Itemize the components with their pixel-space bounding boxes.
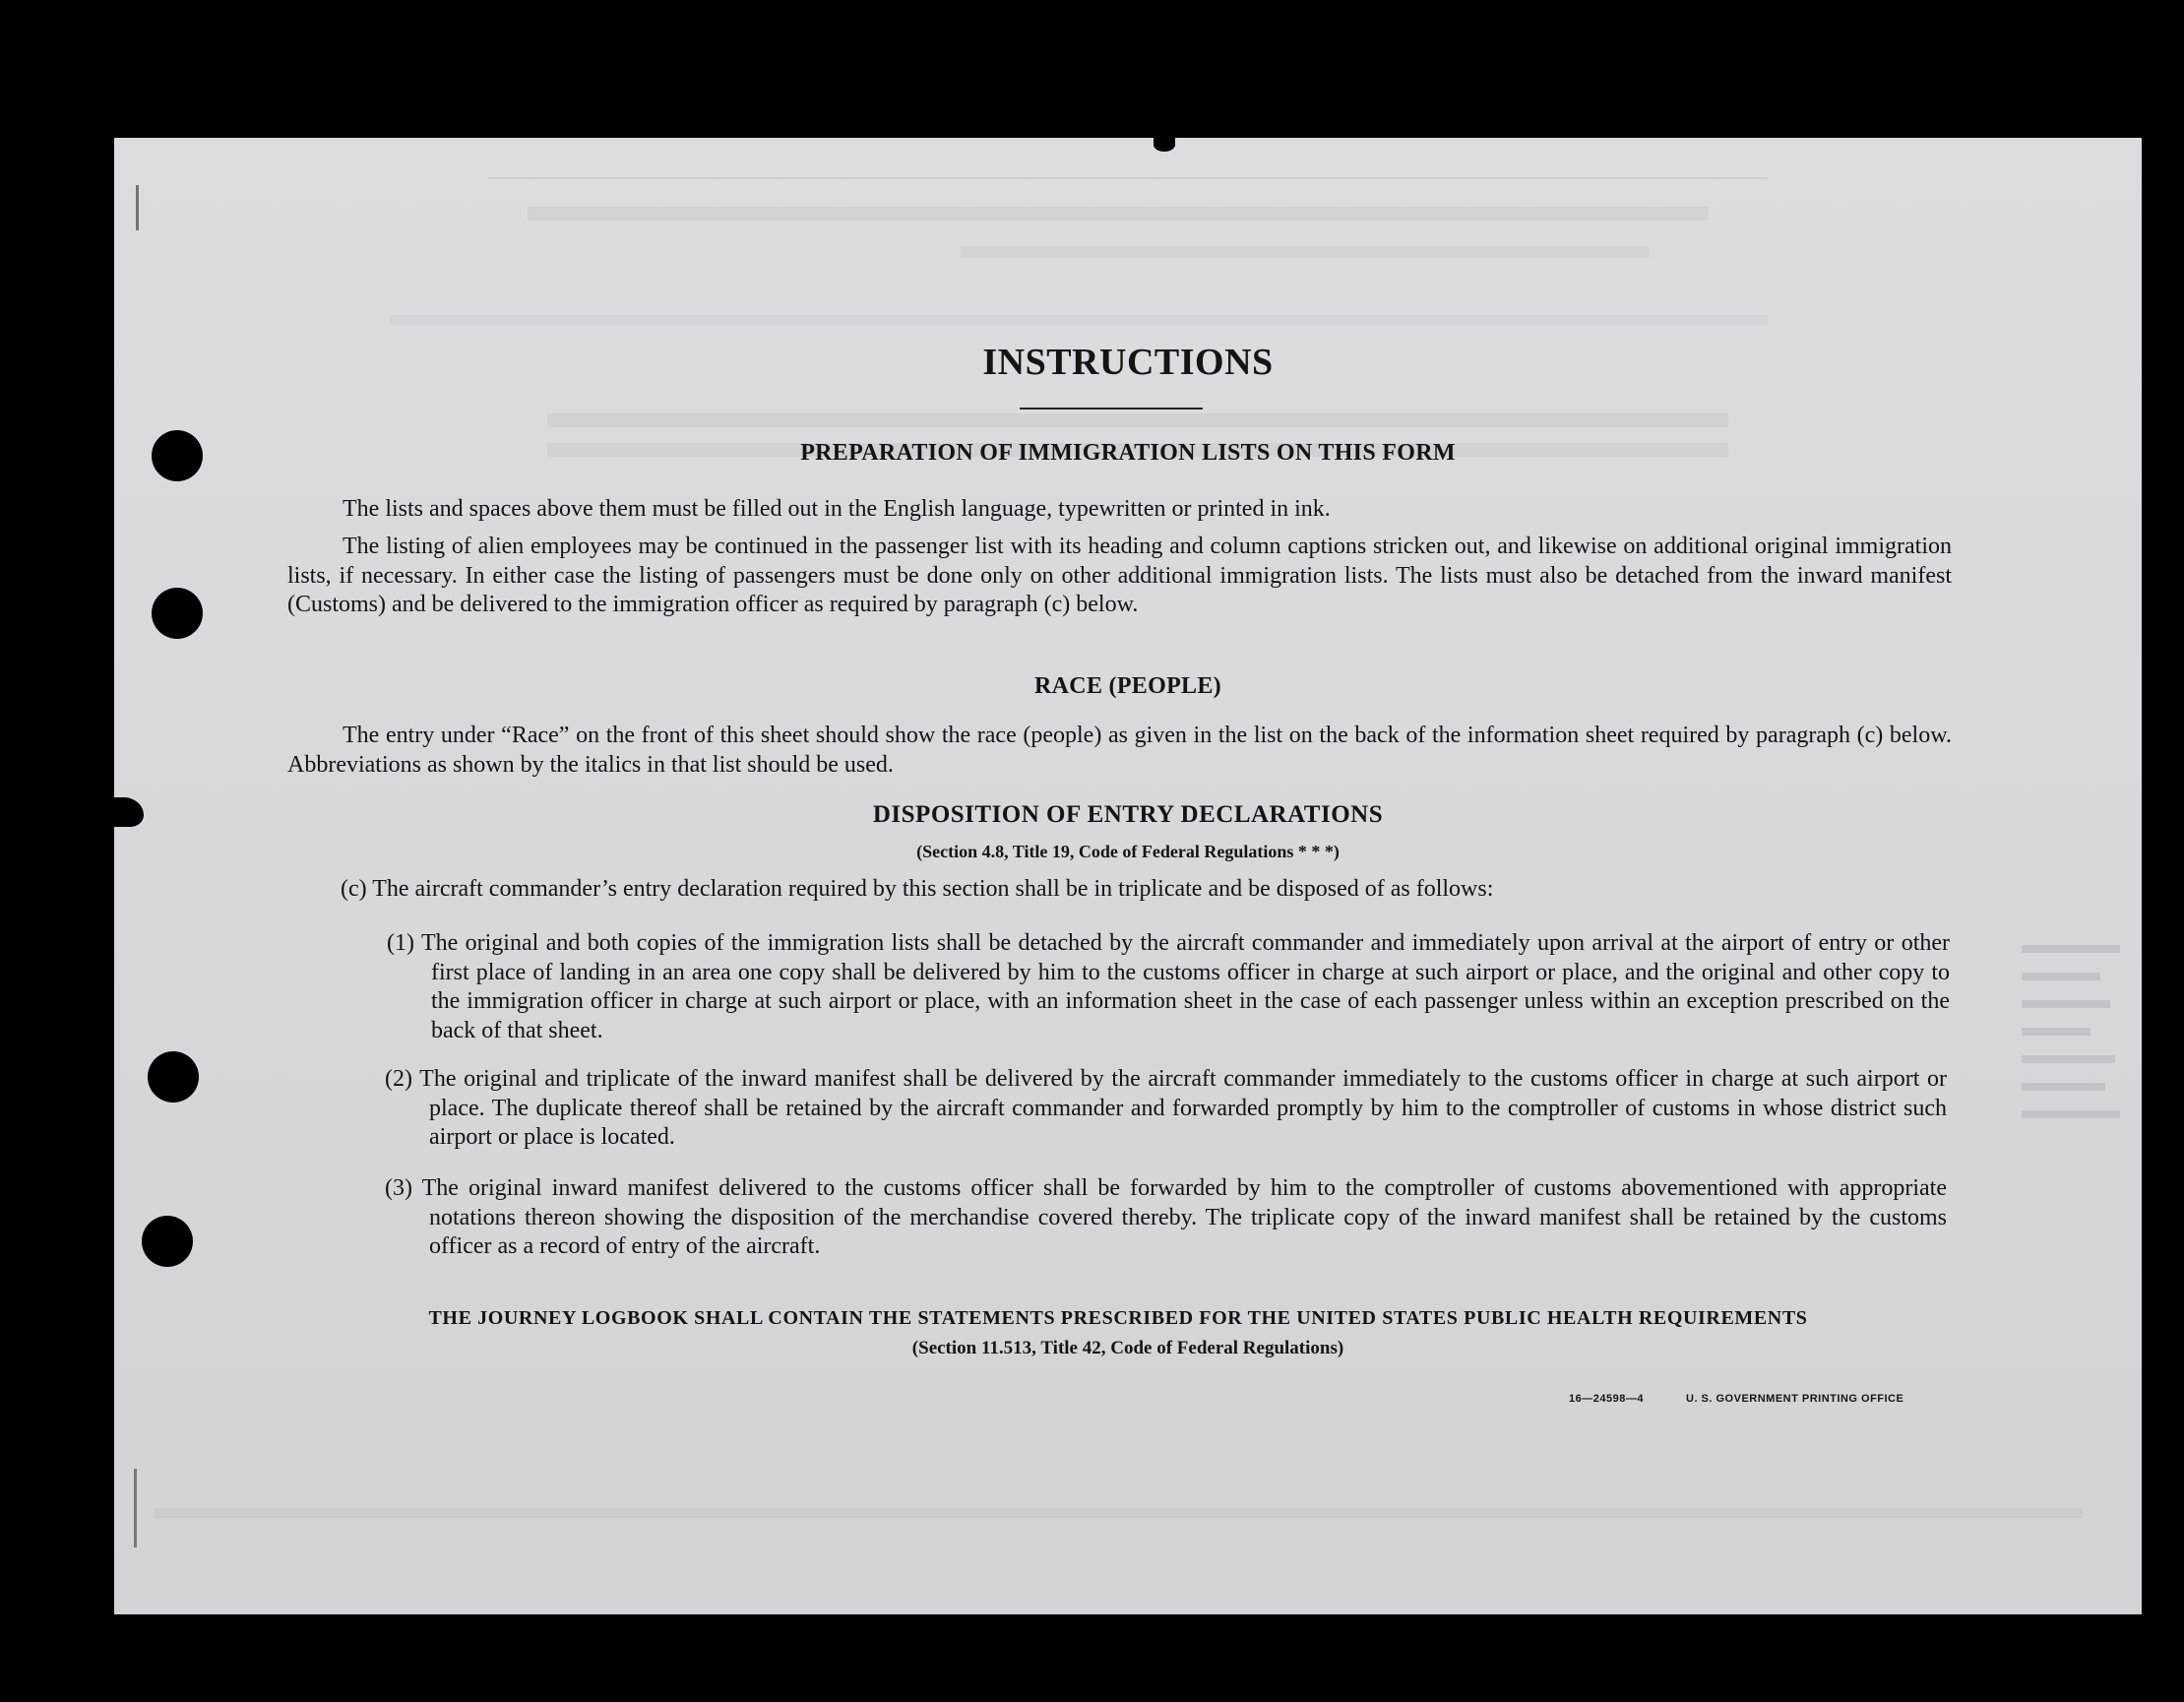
disposition-item-3: (3) The original inward manifest delivered to the customs officer shall be forwarded by him to the comptroller of customs abovementioned with appropriate notations thereon showing the disposition of the merchandise covered thereby. The triplicate copy of the inward manifest shall be retained by the customs officer as a record of entry of the aircraft. — [385, 1175, 1947, 1259]
logbook-statement: THE JOURNEY LOGBOOK SHALL CONTAIN THE STATEMENTS PRESCRIBED FOR THE UNITED STATES PUBLIC HEALTH REQUIREMENTS — [428, 1307, 1808, 1329]
form-number: 16—24598—4 — [1569, 1393, 1644, 1405]
margin-tick — [134, 1469, 137, 1547]
disposition-intro: (c) The aircraft commander’s entry declaration required by this section shall be in triplicate and be disposed of as follows: — [341, 876, 1494, 902]
disposition-citation: (Section 4.8, Title 19, Code of Federal Regulations * * *) — [916, 842, 1340, 861]
punch-hole — [142, 1216, 193, 1267]
disposition-item-2: (2) The original and triplicate of the inward manifest shall be delivered by the aircraft commander immediately to the customs officer in charge at such airport or place. The duplicate thereof shall be retained by the aircraft commander and forwarded promptly by him to the comptroller of customs in whose district such airport or place is located. — [385, 1066, 1947, 1150]
reverse-show-through-bottom — [154, 1508, 2083, 1518]
title-underline — [1020, 408, 1203, 410]
margin-tick — [136, 185, 139, 230]
immigration-paragraph-1: The lists and spaces above them must be filled out in the English language, typewritten or printed in ink. — [343, 496, 1331, 522]
printing-office: U. S. GOVERNMENT PRINTING OFFICE — [1686, 1393, 1904, 1405]
form-sheet — [114, 138, 2142, 1614]
disposition-item-1: (1) The original and both copies of the immigration lists shall be detached by the aircraft commander and immediately upon arrival at the airport of entry or other first place of landing in an area one copy shall be delivered by him to the customs officer in charge at such airport or place, and the original and other copy to the immigration officer in charge at such airport or place, with an information sheet in the case of each passenger unless within an exception prescribed on the back of that sheet. — [387, 930, 1950, 1043]
torn-edge — [1154, 138, 1175, 152]
logbook-citation: (Section 11.513, Title 42, Code of Federal Regulations) — [911, 1338, 1344, 1358]
punch-hole — [148, 1051, 199, 1103]
immigration-paragraph-2: The listing of alien employees may be continued in the passenger list with its heading and column captions stricken out, and likewise on additional original immigration lists, if necessary. In either case the listing of passengers must be done only on other additional immigration lists. The lists must also be detached from the inward manifest (Customs) and be delivered to the immigration officer as required by paragraph (c) below. — [287, 534, 1952, 617]
section-heading-race: RACE (PEOPLE) — [1034, 673, 1221, 699]
page-title: INSTRUCTIONS — [982, 342, 1274, 383]
section-heading-immigration: PREPARATION OF IMMIGRATION LISTS ON THIS FORM — [800, 440, 1456, 466]
punch-hole — [152, 588, 203, 639]
pencil-marks — [2022, 935, 2130, 1211]
race-paragraph: The entry under “Race” on the front of this sheet should show the race (people) as given in the list on the back of the information sheet required by paragraph (c) below. Abbreviations as shown by the italics in that list should be used. — [287, 723, 1952, 778]
section-heading-disposition: DISPOSITION OF ENTRY DECLARATIONS — [872, 801, 1384, 828]
